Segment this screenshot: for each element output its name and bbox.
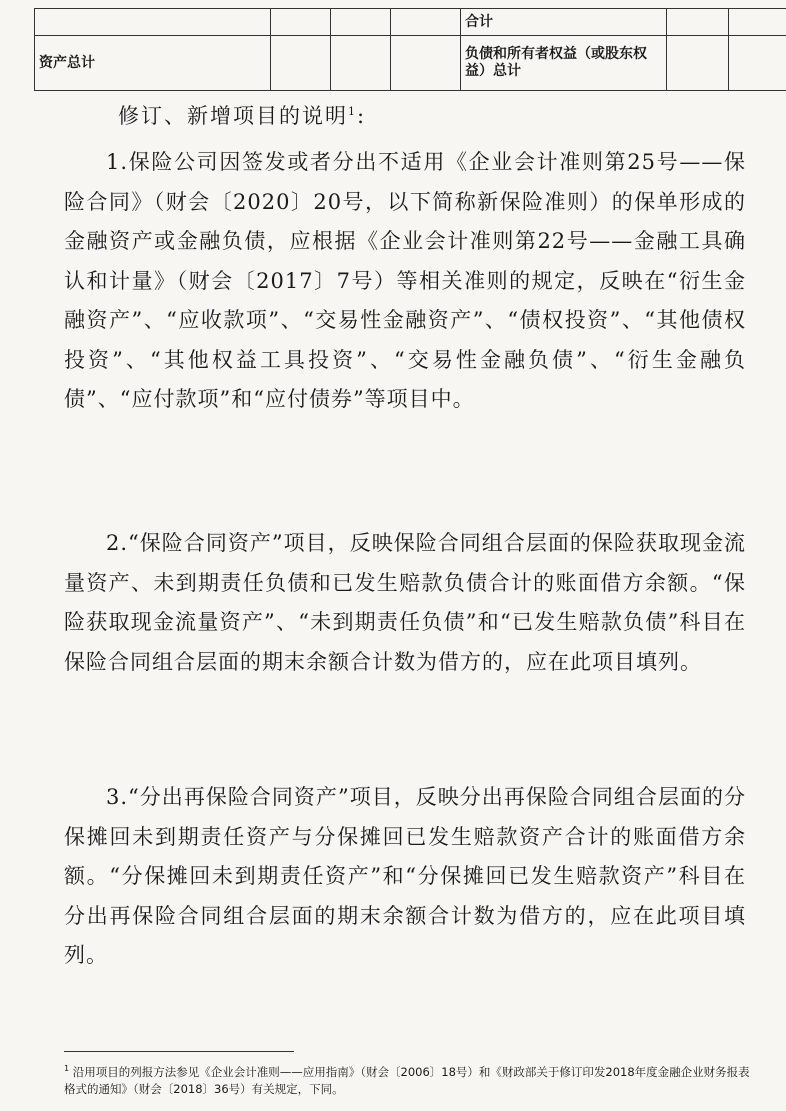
assets-total-cell: 资产总计: [35, 36, 271, 91]
table-row: [35, 9, 786, 36]
table-cell: [331, 9, 391, 36]
table-cell: [667, 36, 729, 91]
table-cell: [667, 9, 729, 36]
footnote: [64, 1060, 754, 1098]
table-row: [35, 36, 786, 91]
table-cell: [35, 9, 271, 36]
table-cell: [271, 9, 331, 36]
balance-sheet-table-fragment: [34, 8, 786, 91]
table-cell: [271, 36, 331, 91]
total-label-cell: 合计: [461, 9, 667, 36]
liabilities-equity-total-cell: 负债和所有者权益（或股东权益）总计: [461, 36, 667, 91]
footnote-reference-mark: 1: [348, 105, 357, 118]
table-cell: [729, 36, 786, 91]
notes-heading: 修订、新增项目的说明$^1$:: [118, 104, 367, 128]
notes-heading-text: 修订、新增项目的说明: [118, 104, 348, 128]
footnote-text: 沿用项目的列报方法参见《企业会计准则——应用指南》（财会〔2006〕18号）和《财政部关于修订印发2018年度金融企业财务报表格式的通知》（财会〔2018〕36号）有关规定，下同。: [64, 1064, 750, 1096]
note-item-2: 2.“保险合同资产”项目，反映保险合同组合层面的保险获取现金流量资产、未到期责任负债和已发生赔款负债合计的账面借方余额。“保险获取现金流量资产”、“未到期责任负债”和“已发生赔款负债”科目在保险合同组合层面的期末余额合计数为借方的，应在此项目填列。: [64, 531, 746, 674]
note-item-3: 3.“分出再保险合同资产”项目，反映分出再保险合同组合层面的分保摊回未到期责任资产与分保摊回已发生赔款资产合计的账面借方余额。“分保摊回未到期责任资产”和“分保摊回已发生赔款资产”科目在分出再保险合同组合层面的期末余额合计数为借方的，应在此项目填列。: [64, 785, 746, 967]
table-cell: [729, 9, 786, 36]
table-cell: [391, 36, 461, 91]
note-item-1: 1.保险公司因签发或者分出不适用《企业会计准则第25号——保险合同》（财会〔2020〕20号，以下简称新保险准则）的保单形成的金融资产或金融负债，应根据《企业会计准则第22号——金融工具确认和计量》（财会〔2017〕7号）等相关准则的规定，反映在“衍生金融资产”、“应收款项”、“交易性金融资产”、“债权投资”、“其他债权投资”、“其他权益工具投资”、“交易性金融负债”、“衍生金融负债”、“应付款项”和“应付债券”等项目中。: [64, 150, 746, 411]
table-cell: [331, 36, 391, 91]
footnote-divider: [64, 1051, 294, 1052]
footnote-mark: 1: [64, 1064, 70, 1073]
table-cell: [391, 9, 461, 36]
